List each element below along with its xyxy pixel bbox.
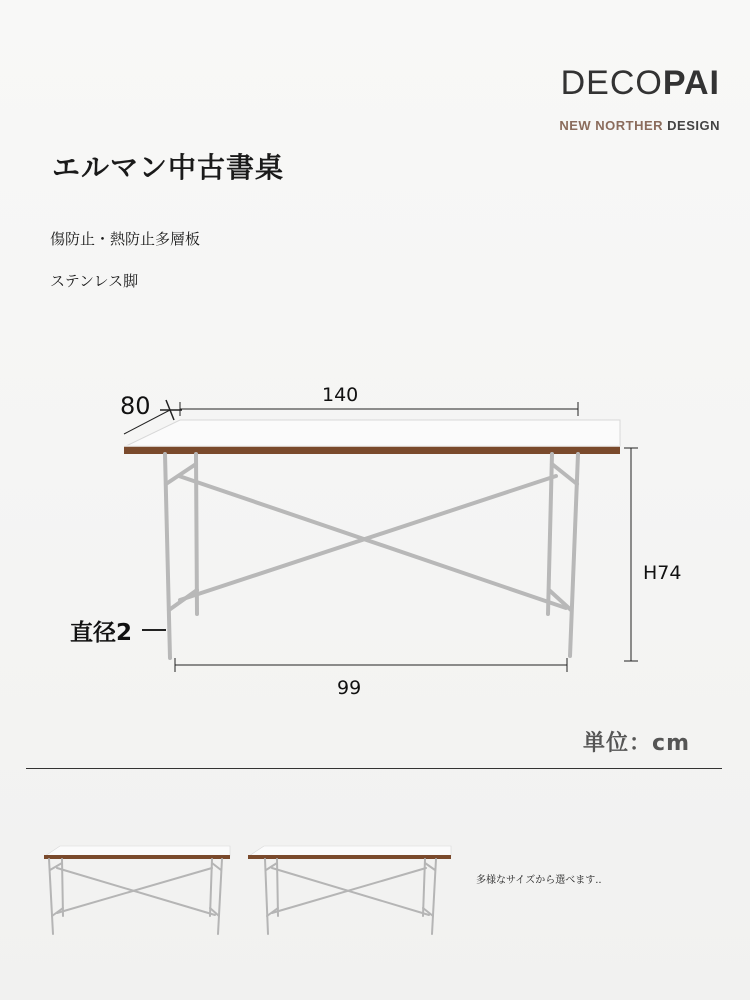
feature-surface: 傷防止・熱防止多層板 — [50, 230, 201, 248]
variant-desk-small — [248, 846, 451, 934]
brand-logo-pai: PAI — [662, 64, 720, 102]
tabletop-edge — [124, 446, 620, 454]
dimension-width: 140 — [322, 384, 359, 406]
feature-legs: ステンレス脚 — [50, 272, 139, 290]
variants-note: 多様なサイズから選べます.. — [476, 875, 602, 886]
cross-bar-a — [179, 476, 566, 608]
variant-desk-large — [44, 846, 230, 934]
main-desk-drawing — [124, 400, 638, 672]
steel-frame — [165, 454, 578, 658]
dimension-depth: 80 — [120, 392, 151, 420]
stretcher-right-upper — [552, 464, 577, 484]
brand-tagline-accent: NEW NORTHER — [559, 118, 664, 133]
product-title: エルマン中古書桌 — [52, 151, 285, 184]
unit-label: 単位：cm — [583, 731, 690, 756]
dimension-height: H74 — [643, 562, 682, 584]
brand-logo-deco: DECO — [560, 64, 663, 102]
brand-tagline-dark: DESIGN — [667, 118, 720, 133]
brand-logo — [559, 66, 720, 100]
section-divider — [26, 768, 722, 769]
brand-header — [559, 66, 720, 133]
dimension-leg-span: 99 — [337, 677, 362, 699]
dimension-pipe-diameter: 直径2 — [70, 620, 133, 646]
brand-tagline — [559, 118, 720, 133]
tabletop-surface — [126, 420, 620, 446]
